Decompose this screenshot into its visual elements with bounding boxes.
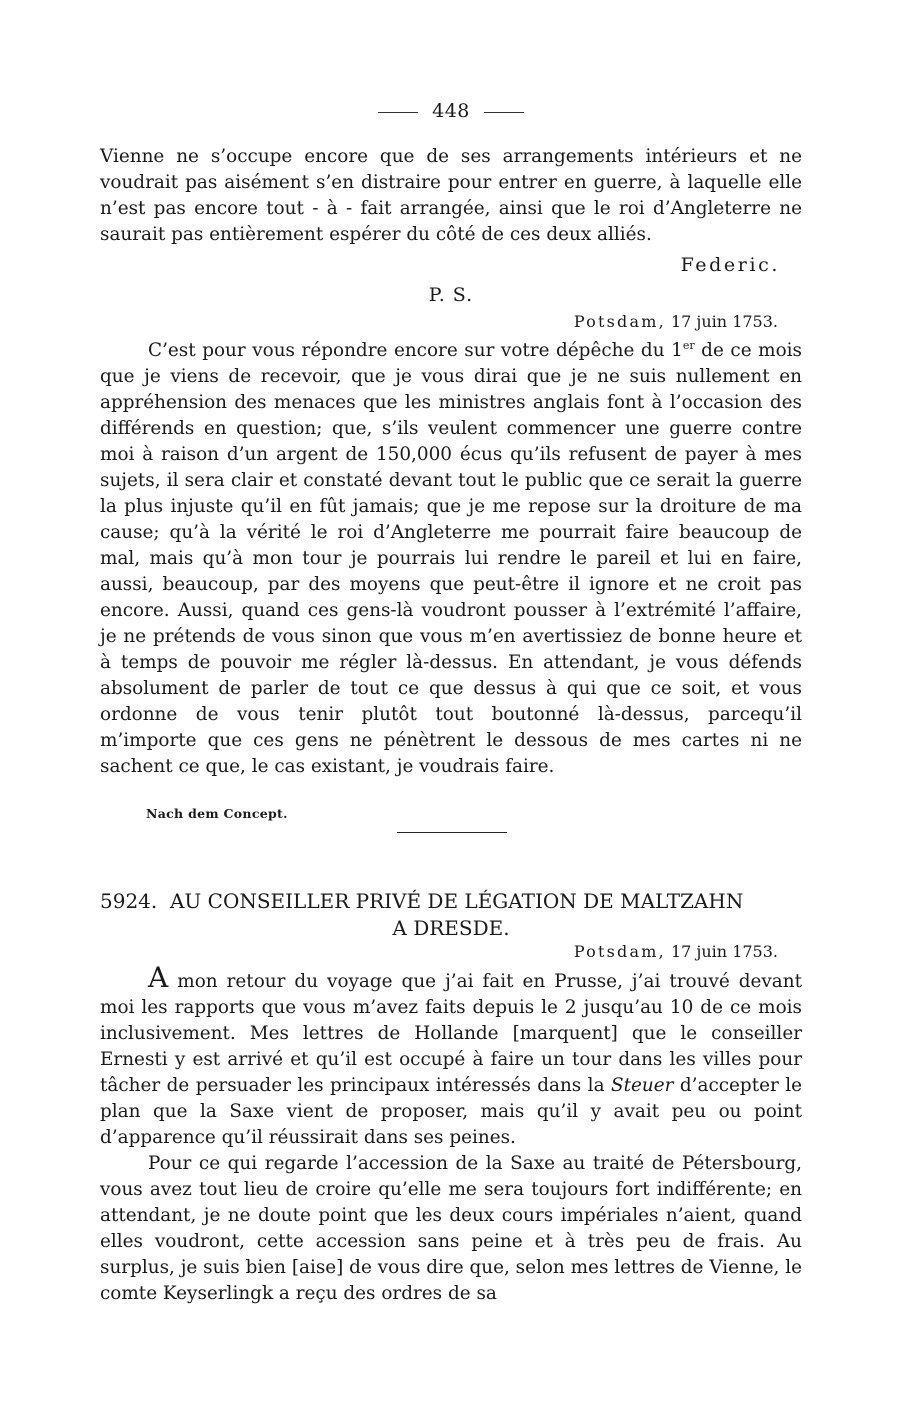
section-divider xyxy=(397,832,507,833)
letter-p1-text: mon retour du voyage que j’ai fait en Prusse, j’ai trouvé devant moi les rapports que vous m’avez faits depuis le 2 jusqu’au 10 de ce mois inclusivement. Mes lettres de Hollande [marquent] que le conseiller Ernesti y est arrivé et qu’il est occupé à faire un tour dans les villes pour tâcher de persuader les principaux intéressés dans la xyxy=(100,971,802,1096)
page-number-dash-left xyxy=(378,112,418,113)
letter-p1-italic: Steuer xyxy=(611,1075,674,1096)
letter-dropcap: A xyxy=(148,961,169,994)
letter-paragraph-1 xyxy=(100,961,802,1151)
letter-p1-end: d’accepter le plan que la Saxe vient de proposer, mais qu’il y avait peu ou point d’apparence qu’il réussirait dans ses peines. xyxy=(100,1075,802,1148)
source-note: Nach dem Concept. xyxy=(146,806,288,821)
page-number-dash-right xyxy=(484,112,524,113)
letter-heading-text: AU CONSEILLER PRIVÉ DE LÉGATION DE MALTZAHN xyxy=(169,889,744,913)
ps-text-after-sup: de ce mois que je viens de recevoir, que je vous dirai que je ne suis nullement en appréhension des menaces que les ministres anglais font à l’occasion des différends en question; que, s’ils veulent commencer une guerre contre moi à raison d’un argent de 150,000 écus qu’ils refusent de payer à mes sujets, il sera clair et constaté devant tout le public que ce serait la guerre la plus injuste qu’il en fût jamais; que je me repose sur la droiture de ma cause; qu’à la vérité le roi d’Angleterre me pourrait faire beaucoup de mal, mais qu’à mon tour je pourrais lui rendre le pareil et lui en faire, aussi, beaucoup, par des moyens que peut-être il ignore et ne croit pas encore. Aussi, quand ces gens-là voudront pousser à l’extrémité l’affaire, je ne prétends de vous sinon que vous m’en avertissiez de bonne heure et à temps de pouvoir me régler là-dessus. En attendant, je vous défends absolument de parler de tout ce que dessus à qui que ce soit, et vous ordonne de vous tenir plutôt tout boutonné là-dessus, parcequ’il m’importe que ces gens ne pénètrent le dessous de mes cartes ni ne sachent ce que, le cas existant, je voudrais faire. xyxy=(100,340,802,777)
ps-text-before-sup: C’est pour vous répondre encore sur votre dépêche du 1 xyxy=(148,340,683,361)
continued-paragraph: Vienne ne s’occupe encore que de ses arrangements intérieurs et ne voudrait pas aisément s’en distraire pour entrer en guerre, à laquelle elle n’est pas encore tout - à - fait arrangée, ainsi que le roi d’Angleterre ne saurait pas entièrement espérer du côté de ces deux alliés. xyxy=(100,146,802,245)
postscript-paragraph xyxy=(100,338,802,780)
page-number-text: 448 xyxy=(432,100,470,122)
letter-body xyxy=(100,961,802,1307)
continued-paragraph-block xyxy=(100,144,802,248)
letter-heading-block xyxy=(100,888,802,942)
letter-dateline xyxy=(100,942,802,961)
postscript-date-day: 17 juin 1753. xyxy=(670,312,778,331)
signature: Federic. xyxy=(680,254,780,276)
letter-date-day: 17 juin 1753. xyxy=(670,942,778,961)
letter-date-place: Potsdam, xyxy=(573,942,666,961)
ps-superscript: er xyxy=(682,338,695,352)
postscript-heading: P. S. xyxy=(428,284,474,306)
postscript-dateline xyxy=(100,312,802,331)
postscript-date-place: Potsdam, xyxy=(573,312,666,331)
letter-paragraph-2: Pour ce qui regarde l’accession de la Saxe au traité de Pétersbourg, vous avez tout lieu de croire qu’elle me sera toujours fort indifférente; en attendant, je ne doute point que les deux cours impériales n’aient, quand elles voudront, cette accession sans peine et à très peu de frais. Au surplus, je suis bien [aise] de vous dire que, selon mes lettres de Vienne, le comte Keyserlingk a reçu des ordres de sa xyxy=(100,1153,802,1304)
page-number xyxy=(100,100,802,122)
postscript-paragraph-block xyxy=(100,338,802,780)
letter-heading-line2: A DRESDE. xyxy=(392,916,510,940)
letter-heading-line1 xyxy=(100,888,802,915)
letter-number: 5924. xyxy=(100,889,158,913)
